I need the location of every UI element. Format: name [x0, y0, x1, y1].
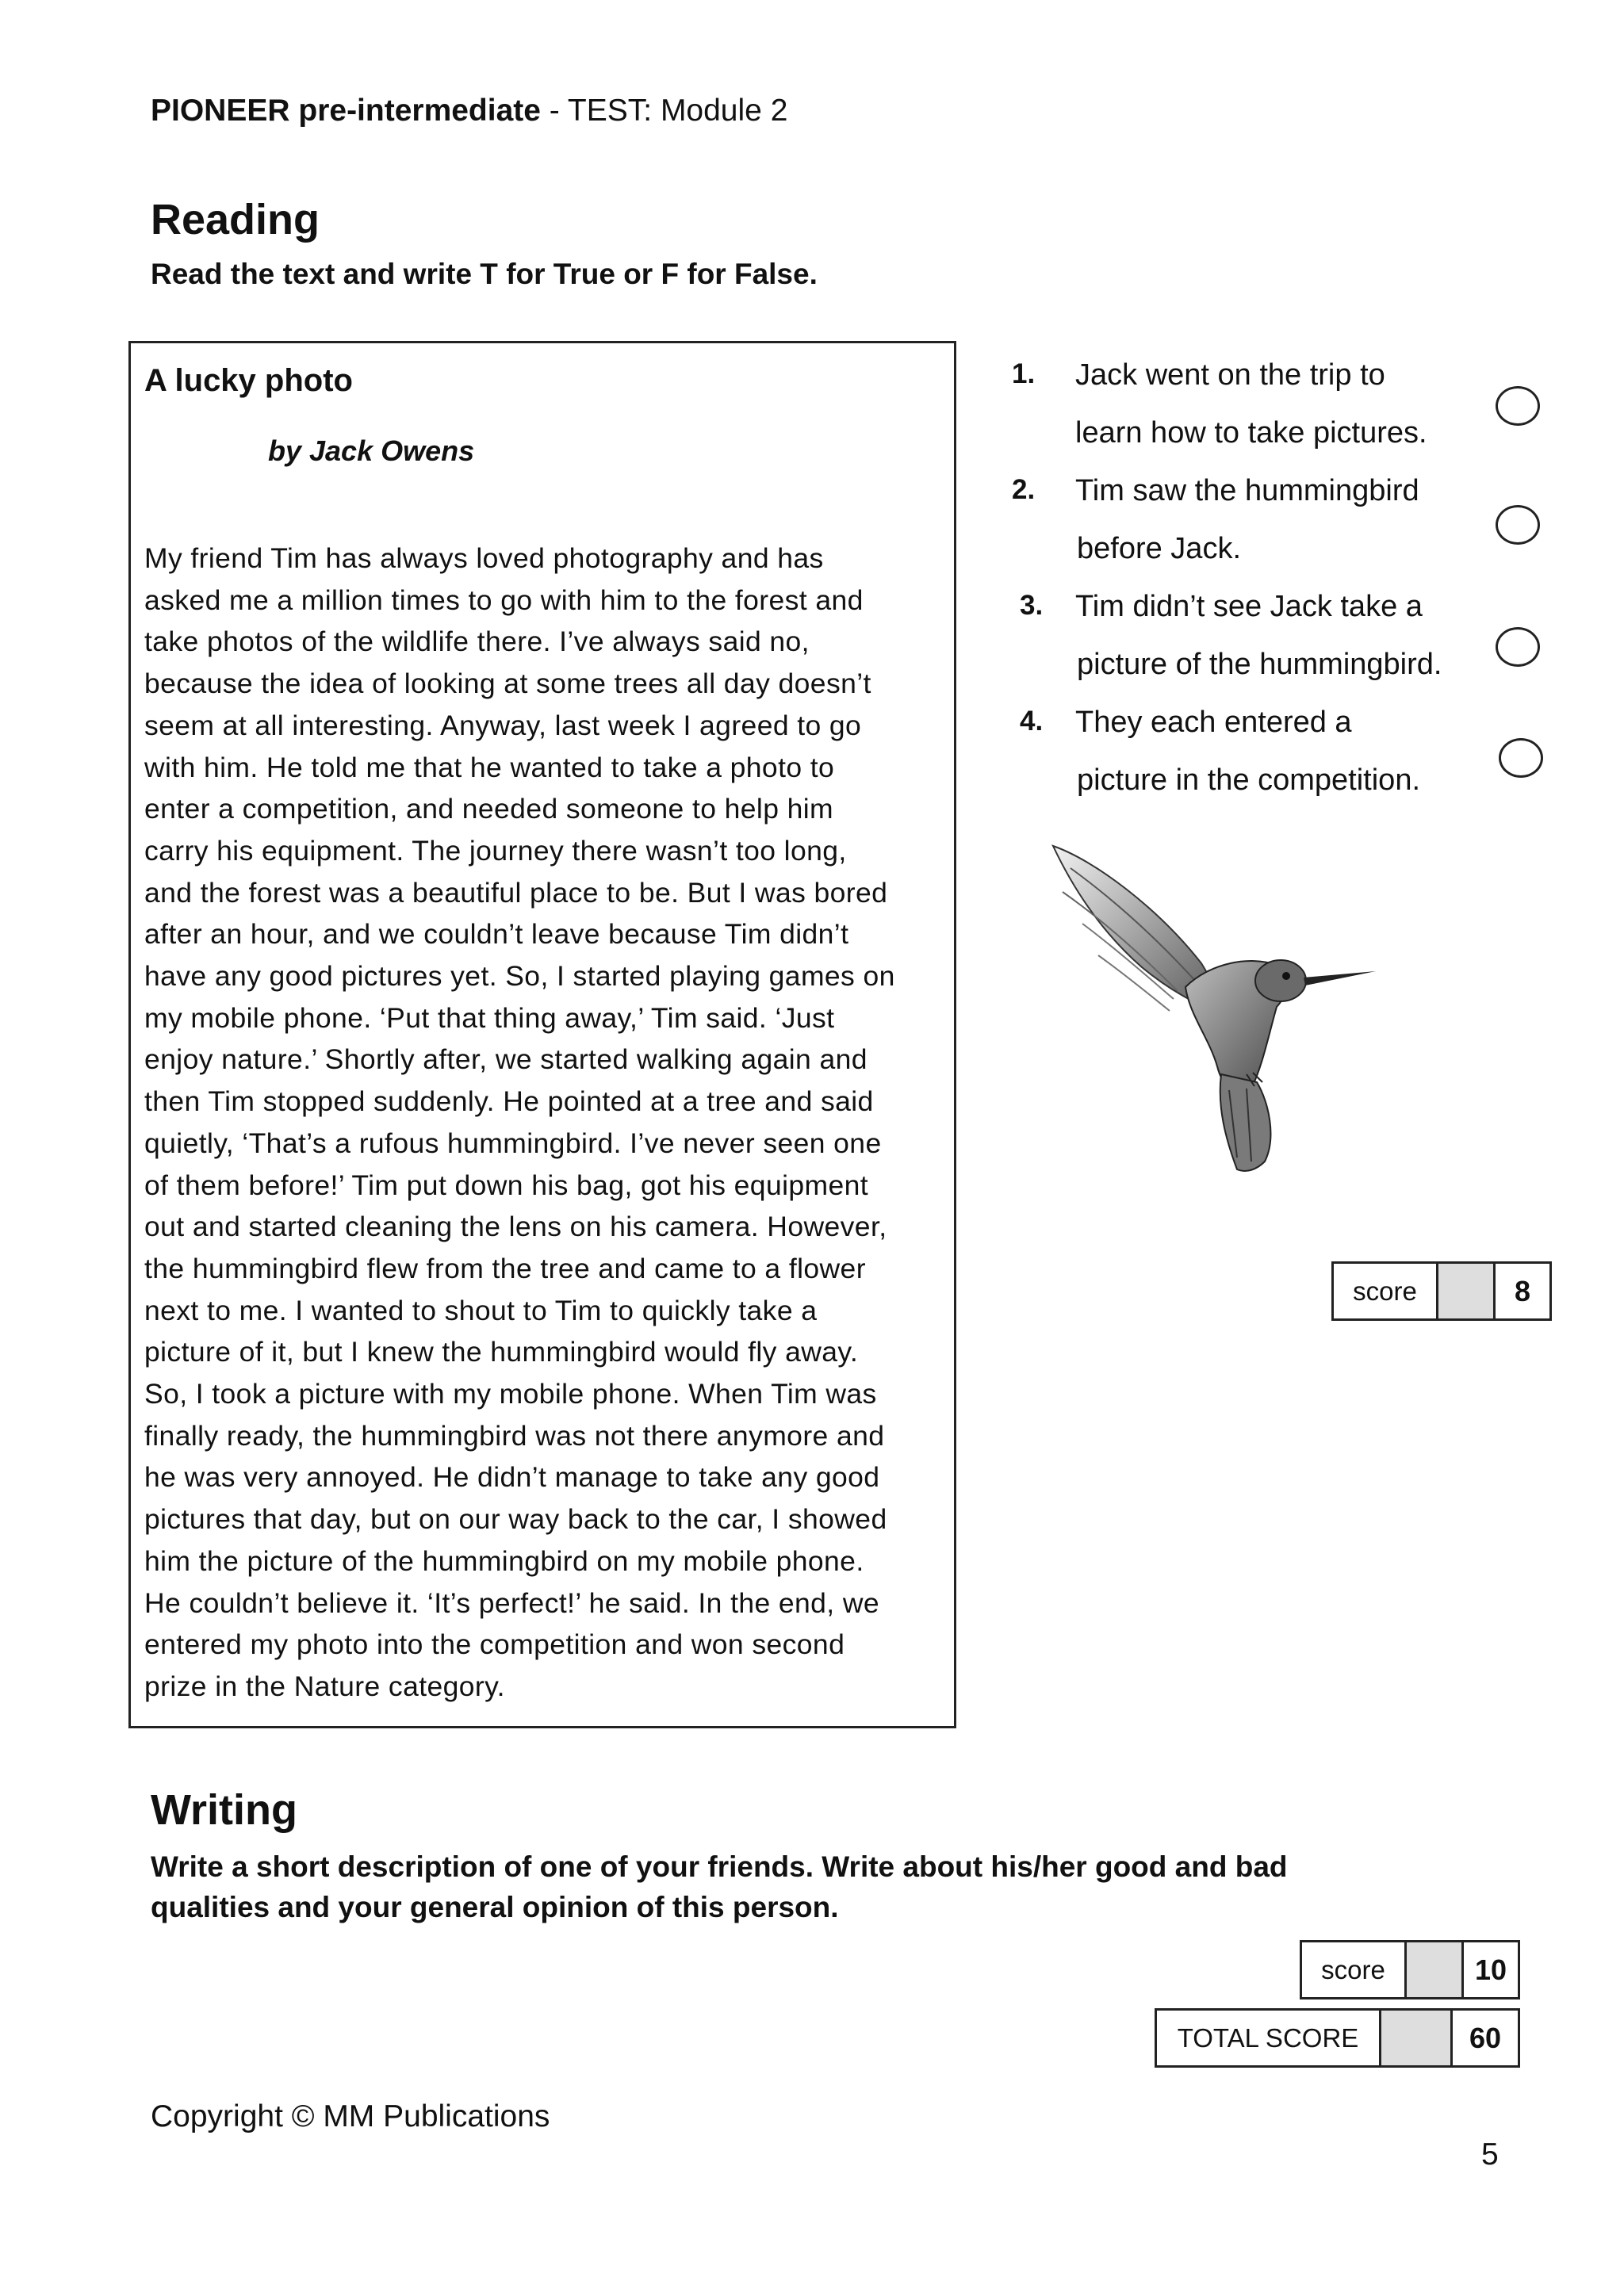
answer-circle-3[interactable] [1496, 627, 1540, 667]
story-line: out and started cleaning the lens on his camera. However, [144, 1211, 887, 1243]
story-line: and the forest was a beautiful place to be. But I was bored [144, 876, 888, 909]
question-number: 3. [1020, 590, 1044, 621]
question-number: 4. [1020, 706, 1044, 737]
story-title: A lucky photo [144, 363, 353, 398]
reading-instruction: Read the text and write T for True or F for False. [151, 258, 818, 290]
story-line: quietly, ‘That’s a rufous hummingbird. I’ve never seen one [144, 1127, 882, 1159]
question-text: Tim saw the hummingbird [1075, 474, 1419, 507]
story-byline: by Jack Owens [268, 434, 475, 467]
question-number: 2. [1012, 474, 1036, 505]
question-text: picture in the competition. [1077, 763, 1421, 797]
page-number: 5 [1481, 2137, 1499, 2172]
question-text: picture of the hummingbird. [1077, 648, 1442, 681]
question-text: learn how to take pictures. [1075, 416, 1427, 450]
story-line: next to me. I wanted to shout to Tim to quickly take a [144, 1294, 818, 1326]
question-text: Jack went on the trip to [1075, 358, 1385, 392]
story-line: finally ready, the hummingbird was not there anymore and [144, 1419, 885, 1452]
score-entry[interactable] [1407, 1942, 1464, 1997]
story-line: So, I took a picture with my mobile phone. When Tim was [144, 1378, 877, 1410]
score-label: score [1334, 1264, 1438, 1318]
page-header [151, 94, 787, 128]
story-line: enjoy nature.’ Shortly after, we started walking again and [144, 1043, 868, 1076]
writing-heading: Writing [151, 1786, 297, 1834]
story-line: enter a competition, and needed someone to help him [144, 793, 834, 825]
story-line: pictures that day, but on our way back to the car, I showed [144, 1503, 887, 1536]
test-title: - TEST: Module 2 [540, 94, 788, 128]
story-line: him the picture of the hummingbird on my mobile phone. [144, 1544, 864, 1577]
story-line: carry his equipment. The journey there wasn’t too long, [144, 834, 847, 867]
story-line: He couldn’t believe it. ‘It’s perfect!’ he said. In the end, we [144, 1586, 880, 1619]
answer-circle-2[interactable] [1496, 505, 1540, 545]
hummingbird-icon [1039, 836, 1396, 1201]
story-line: My friend Tim has always loved photography and has [144, 542, 824, 574]
total-score-box [1155, 2008, 1520, 2068]
story-line: have any good pictures yet. So, I started playing games on [144, 960, 895, 992]
writing-score-box [1300, 1940, 1520, 1999]
total-score-label: TOTAL SCORE [1157, 2011, 1381, 2065]
story-line: my mobile phone. ‘Put that thing away,’ Tim said. ‘Just [144, 1001, 835, 1034]
story-line: the hummingbird flew from the tree and came to a flower [144, 1252, 866, 1284]
story-line: entered my photo into the competition and won second [144, 1628, 845, 1661]
writing-instruction-line-1: Write a short description of one of your friends. Write about his/her good and bad [151, 1850, 1288, 1883]
reading-score-box [1331, 1261, 1552, 1321]
total-score-max: 60 [1469, 2021, 1502, 2054]
hummingbird-illustration [1039, 836, 1396, 1201]
score-entry[interactable] [1438, 1264, 1496, 1318]
answer-circle-4[interactable] [1499, 738, 1543, 778]
question-text: before Jack. [1077, 532, 1241, 565]
story-line: after an hour, and we couldn’t leave because Tim didn’t [144, 918, 849, 951]
question-text: Tim didn’t see Jack take a [1075, 590, 1423, 623]
writing-instruction-line-2: qualities and your general opinion of this person. [151, 1891, 839, 1923]
story-line: take photos of the wildlife there. I’ve always said no, [144, 626, 810, 658]
story-line: picture of it, but I knew the hummingbird would fly away. [144, 1336, 859, 1368]
question-number: 1. [1012, 358, 1036, 389]
story-line: with him. He told me that he wanted to take a photo to [144, 751, 835, 783]
series-title: PIONEER pre-intermediate [151, 94, 541, 128]
story-line: prize in the Nature category. [144, 1670, 505, 1702]
score-max: 8 [1514, 1274, 1531, 1307]
total-score-entry[interactable] [1381, 2011, 1453, 2065]
story-line: seem at all interesting. Anyway, last week I agreed to go [144, 709, 862, 741]
story-line: he was very annoyed. He didn’t manage to take any good [144, 1461, 880, 1494]
story-line: of them before!’ Tim put down his bag, got his equipment [144, 1169, 869, 1201]
reading-heading: Reading [151, 196, 320, 243]
score-label: score [1302, 1942, 1407, 1997]
score-max: 10 [1474, 1953, 1507, 1986]
story-line: asked me a million times to go with him to the forest and [144, 584, 864, 616]
copyright: Copyright © MM Publications [151, 2099, 550, 2133]
question-text: They each entered a [1075, 706, 1352, 739]
story-line: then Tim stopped suddenly. He pointed at a tree and said [144, 1085, 874, 1118]
answer-circle-1[interactable] [1496, 386, 1540, 426]
story-line: because the idea of looking at some trees all day doesn’t [144, 668, 871, 700]
